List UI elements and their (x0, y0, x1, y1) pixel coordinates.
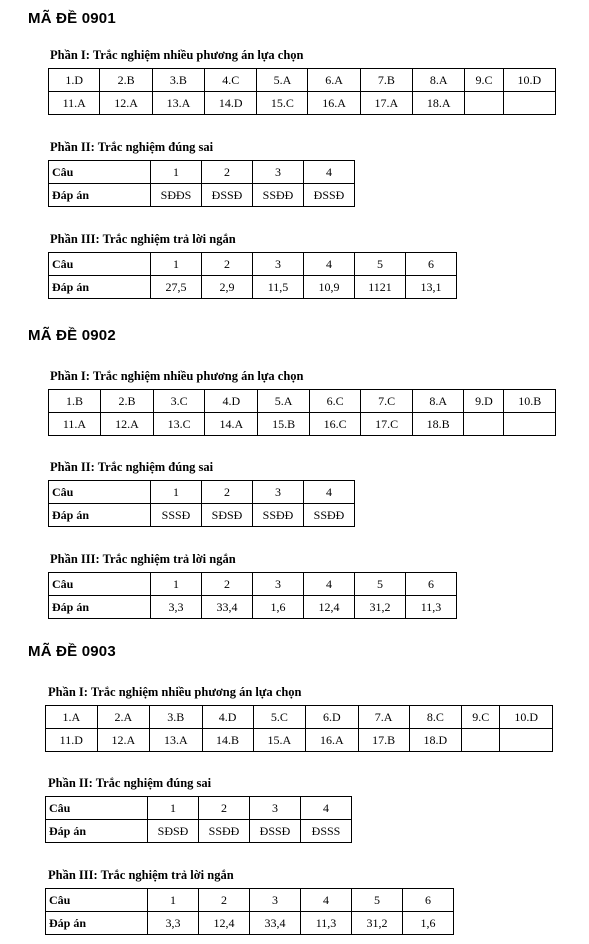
part1-table (45, 705, 553, 752)
table-cell: 1.D (49, 69, 100, 92)
table-cell: 1.A (46, 706, 98, 729)
table-cell (503, 92, 555, 115)
table-cell: 3 (253, 161, 304, 184)
table-cell (462, 729, 500, 752)
question-label: Câu (46, 797, 148, 820)
table-cell: 12.A (100, 92, 152, 115)
table-cell: 13,1 (406, 276, 457, 299)
table-cell: 4 (301, 797, 352, 820)
table-cell: 1,6 (403, 912, 454, 935)
table-row (49, 596, 457, 619)
part3-title: Phần III: Trắc nghiệm trả lời ngắn (50, 232, 236, 246)
table-cell: ĐSSS (301, 820, 352, 843)
table-cell: 10.B (504, 390, 556, 413)
table-cell: 3.B (152, 69, 204, 92)
table-cell: 1 (148, 797, 199, 820)
table-cell: 17.B (358, 729, 409, 752)
part3-table (48, 252, 457, 299)
answer-label: Đáp án (49, 504, 151, 527)
table-cell: SSĐĐ (199, 820, 250, 843)
table-cell: 5 (355, 253, 406, 276)
table-cell: 2.A (97, 706, 149, 729)
table-cell: 18.B (412, 413, 464, 436)
table-cell: 5 (355, 573, 406, 596)
table-cell: 6 (406, 573, 457, 596)
table-cell: 12,4 (304, 596, 355, 619)
table-cell (464, 413, 504, 436)
part3-title: Phần III: Trắc nghiệm trả lời ngắn (50, 552, 236, 566)
part1-title: Phần I: Trắc nghiệm nhiều phương án lựa chọn (50, 369, 304, 383)
table-cell: 5.A (258, 390, 310, 413)
table-cell: ĐSSĐ (202, 184, 253, 207)
table-cell: 33,4 (250, 912, 301, 935)
table-cell: 11,3 (406, 596, 457, 619)
table-row (49, 161, 355, 184)
table-row (49, 504, 355, 527)
table-cell: 4 (304, 573, 355, 596)
table-cell: 11,3 (301, 912, 352, 935)
table-row (49, 573, 457, 596)
table-cell: 15.A (253, 729, 305, 752)
table-cell: 4.C (205, 69, 257, 92)
part2-title: Phần II: Trắc nghiệm đúng sai (50, 140, 214, 154)
table-cell: 15.C (257, 92, 308, 115)
table-cell: 10,9 (304, 276, 355, 299)
part1-table (48, 389, 556, 436)
table-cell: 16.A (306, 729, 358, 752)
table-cell: 9.C (465, 69, 503, 92)
table-row (46, 706, 553, 729)
table-cell: 2 (199, 797, 250, 820)
table-cell: 1 (151, 573, 202, 596)
table-cell: 12.A (100, 413, 153, 436)
table-cell: 14.B (202, 729, 253, 752)
table-row (46, 912, 454, 935)
part2-table (48, 480, 355, 527)
table-cell: 3,3 (148, 912, 199, 935)
table-cell: 3 (250, 889, 301, 912)
table-cell: 10.D (500, 706, 553, 729)
table-cell: 1 (151, 161, 202, 184)
table-cell: 9.C (462, 706, 500, 729)
table-cell: 8.A (413, 69, 465, 92)
table-cell: 3 (250, 797, 301, 820)
answer-label: Đáp án (49, 184, 151, 207)
exam-code-title: MÃ ĐỀ 0901 (28, 10, 116, 27)
table-cell: 16.C (309, 413, 361, 436)
table-cell: ĐSSĐ (304, 184, 355, 207)
part1-title: Phần I: Trắc nghiệm nhiều phương án lựa chọn (50, 48, 304, 62)
table-cell: 2 (202, 481, 253, 504)
table-cell: 11.A (49, 92, 100, 115)
table-cell: 18.A (413, 92, 465, 115)
table-cell: 4 (304, 253, 355, 276)
table-row (46, 729, 553, 752)
part2-title: Phần II: Trắc nghiệm đúng sai (48, 776, 212, 790)
part2-table (48, 160, 355, 207)
table-cell: 1 (151, 253, 202, 276)
table-cell: SĐSĐ (148, 820, 199, 843)
table-row (49, 253, 457, 276)
answer-label: Đáp án (46, 912, 148, 935)
table-cell: 11.D (46, 729, 98, 752)
table-cell: 4 (301, 889, 352, 912)
table-cell: 3.C (153, 390, 205, 413)
table-cell: SĐSĐ (202, 504, 253, 527)
table-cell: 2 (202, 573, 253, 596)
exam-code-title: MÃ ĐỀ 0902 (28, 327, 116, 344)
table-row (49, 276, 457, 299)
part3-title: Phần III: Trắc nghiệm trả lời ngắn (48, 868, 234, 882)
table-cell: 6.D (306, 706, 358, 729)
table-cell: 3 (253, 481, 304, 504)
part2-table (45, 796, 352, 843)
table-cell: 7.C (361, 390, 413, 413)
question-label: Câu (46, 889, 148, 912)
question-label: Câu (49, 573, 151, 596)
part2-title: Phần II: Trắc nghiệm đúng sai (50, 460, 214, 474)
table-cell: 14.A (205, 413, 258, 436)
table-cell: 33,4 (202, 596, 253, 619)
table-cell: 9.D (464, 390, 504, 413)
table-cell: 6 (406, 253, 457, 276)
table-cell: 11,5 (253, 276, 304, 299)
table-row (49, 92, 556, 115)
table-cell: 6.A (308, 69, 360, 92)
question-label: Câu (49, 253, 151, 276)
table-row (46, 889, 454, 912)
table-cell: 8.A (412, 390, 464, 413)
table-cell: 4.D (202, 706, 253, 729)
table-cell: SSĐĐ (253, 184, 304, 207)
table-cell: 2,9 (202, 276, 253, 299)
part1-table (48, 68, 556, 115)
table-row (49, 413, 556, 436)
table-cell: 3.B (150, 706, 202, 729)
table-cell: 15.B (258, 413, 310, 436)
part1-title: Phần I: Trắc nghiệm nhiều phương án lựa chọn (48, 685, 302, 699)
table-cell: SSĐĐ (253, 504, 304, 527)
table-cell: 14.D (205, 92, 257, 115)
table-cell: 17.C (361, 413, 413, 436)
table-cell: 18.D (409, 729, 461, 752)
table-cell: 1,6 (253, 596, 304, 619)
question-label: Câu (49, 481, 151, 504)
table-cell: 2 (199, 889, 250, 912)
answer-label: Đáp án (46, 820, 148, 843)
table-cell: 7.A (358, 706, 409, 729)
table-cell: 27,5 (151, 276, 202, 299)
table-cell: 8.C (409, 706, 461, 729)
table-cell: 12.A (97, 729, 149, 752)
table-cell: 6 (403, 889, 454, 912)
table-cell (504, 413, 556, 436)
table-cell: 31,2 (352, 912, 403, 935)
table-cell: 3,3 (151, 596, 202, 619)
table-row (49, 184, 355, 207)
table-cell (500, 729, 553, 752)
table-cell: 12,4 (199, 912, 250, 935)
table-cell: SSĐĐ (304, 504, 355, 527)
exam-code-title: MÃ ĐỀ 0903 (28, 643, 116, 660)
table-cell: 4.D (205, 390, 258, 413)
table-cell: SĐĐS (151, 184, 202, 207)
table-row (49, 481, 355, 504)
table-cell: 6.C (309, 390, 361, 413)
table-cell: 1.B (49, 390, 101, 413)
table-cell: 3 (253, 573, 304, 596)
table-cell: 1 (148, 889, 199, 912)
table-cell: 17.A (360, 92, 412, 115)
part3-table (45, 888, 454, 935)
table-cell: ĐSSĐ (250, 820, 301, 843)
table-cell: 2.B (100, 69, 152, 92)
table-cell: 5.A (257, 69, 308, 92)
table-cell: 5.C (253, 706, 305, 729)
table-cell: 1121 (355, 276, 406, 299)
table-row (49, 390, 556, 413)
table-row (46, 797, 352, 820)
table-cell: 13.A (150, 729, 202, 752)
table-row (49, 69, 556, 92)
table-cell: 4 (304, 161, 355, 184)
table-cell: 4 (304, 481, 355, 504)
answer-label: Đáp án (49, 276, 151, 299)
table-cell (465, 92, 503, 115)
table-cell: 1 (151, 481, 202, 504)
table-cell: 2.B (100, 390, 153, 413)
table-cell: 3 (253, 253, 304, 276)
table-cell: 11.A (49, 413, 101, 436)
part3-table (48, 572, 457, 619)
question-label: Câu (49, 161, 151, 184)
table-cell: 2 (202, 253, 253, 276)
table-cell: 13.C (153, 413, 205, 436)
table-cell: 31,2 (355, 596, 406, 619)
table-cell: SSSĐ (151, 504, 202, 527)
table-cell: 2 (202, 161, 253, 184)
answer-label: Đáp án (49, 596, 151, 619)
table-cell: 16.A (308, 92, 360, 115)
table-cell: 10.D (503, 69, 555, 92)
table-row (46, 820, 352, 843)
table-cell: 13.A (152, 92, 204, 115)
table-cell: 5 (352, 889, 403, 912)
table-cell: 7.B (360, 69, 412, 92)
